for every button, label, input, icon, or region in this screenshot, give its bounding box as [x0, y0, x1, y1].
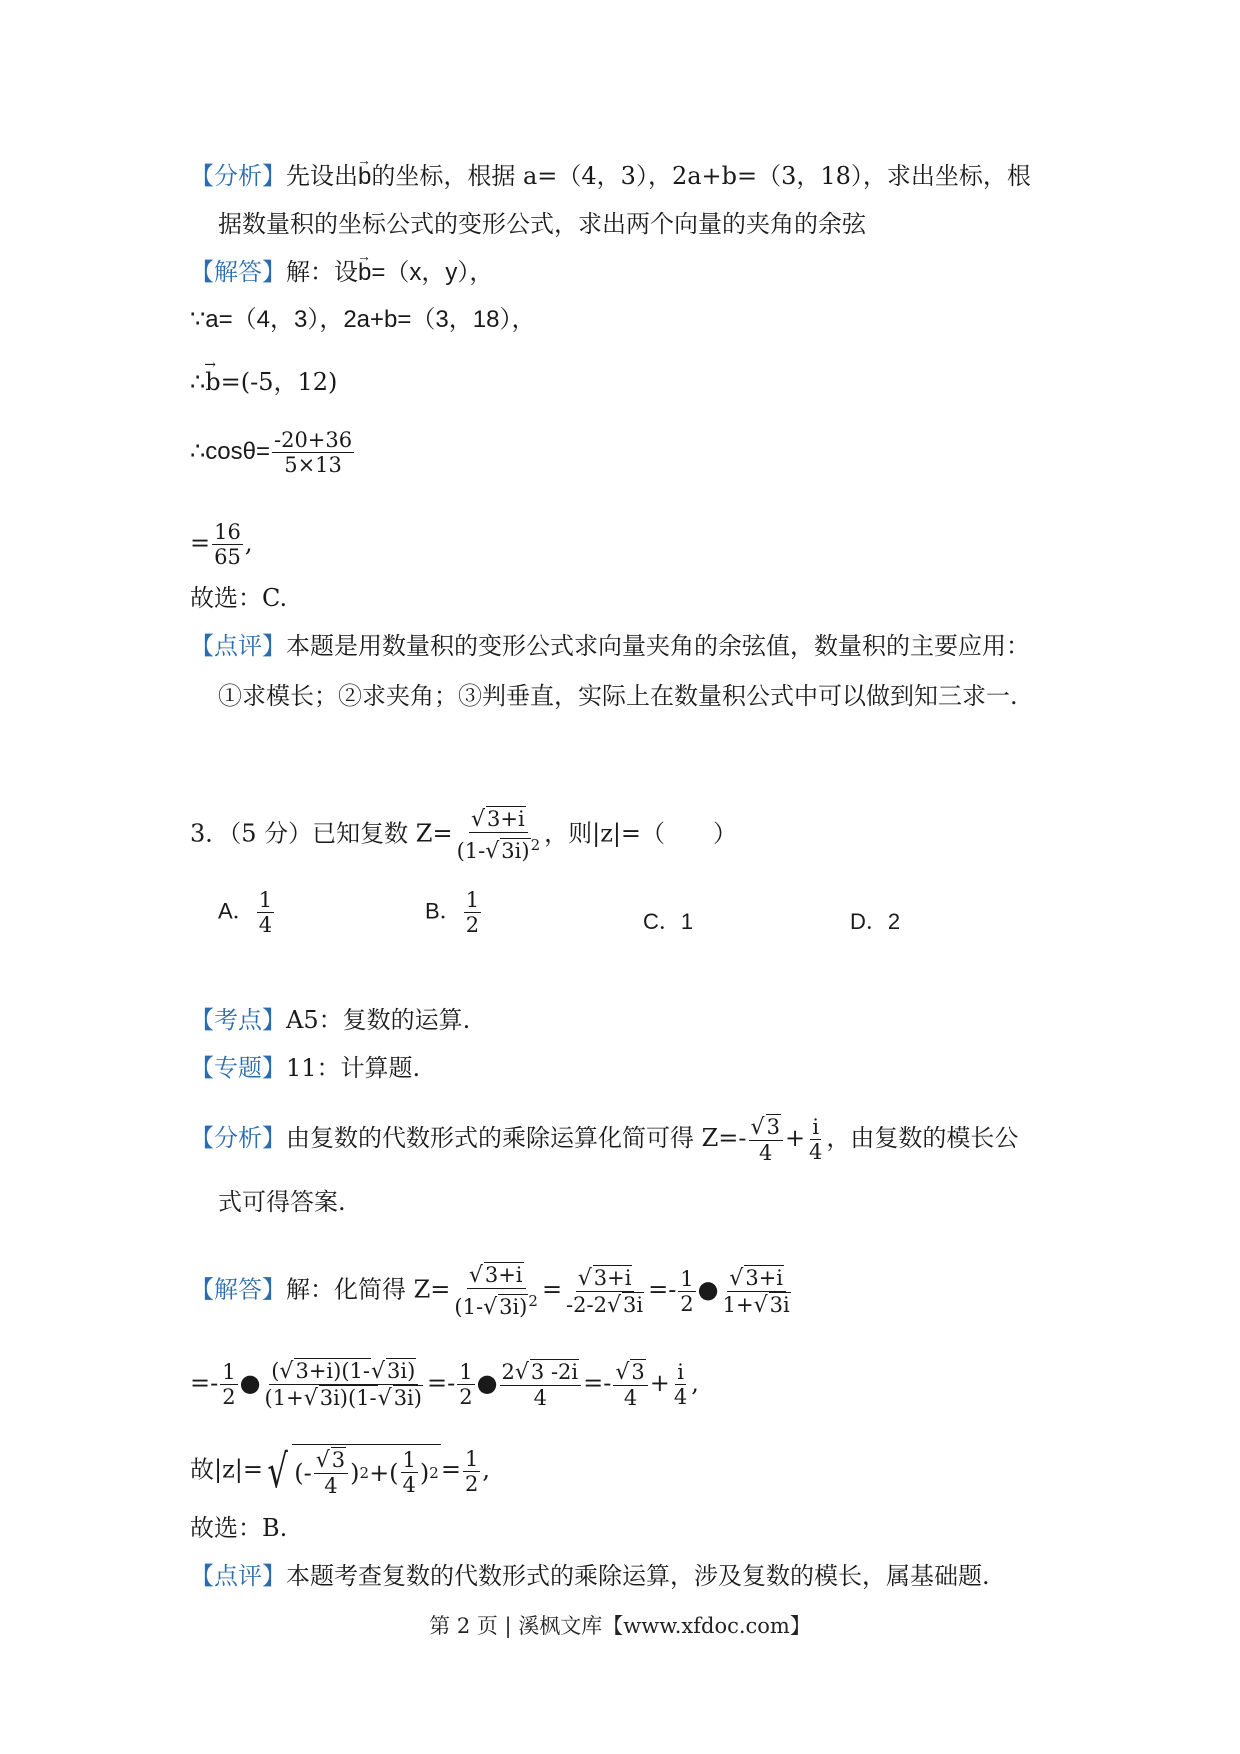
q2-result-line: = $\frac{16}{65}$ , — [190, 520, 253, 569]
q3-analysis-line1: 【分析】由复数的代数形式的乘除运算化简可得 Z=- $\frac{√3}{4}$ + $\frac{i}{4}$ ，由复数的模长公 — [190, 1115, 1019, 1165]
q3-choice: 故选：B. — [190, 1514, 288, 1542]
analysis-tag: 【分析】 — [190, 162, 286, 190]
q2-choice: 故选：C. — [190, 584, 288, 612]
q2-analysis-line2: 据数量积的坐标公式的变形公式，求出两个向量的夹角的余弦 — [218, 210, 866, 238]
q3-comment: 【点评】本题考查复数的代数形式的乘除运算，涉及复数的模长，属基础题. — [190, 1562, 990, 1590]
big-root: √ (- $\frac{√3}{4}$ ) 2 +( $\frac{1}{4}$ ) 2 — [267, 1444, 439, 1498]
q2-comment-line2: ①求模长；②求夹角；③判垂直，实际上在数量积公式中可以做到知三求一. — [218, 682, 1018, 710]
cos-fraction: $\frac{-20+36}{5\times 13}$ — [273, 428, 353, 477]
q3-kaodian: 【考点】A5：复数的运算. — [190, 1006, 471, 1034]
q3-solution-line2: =- $\frac{1}{2}$ ● $\frac{(√3+i)(1-√3i)}{(1+√3i)(1-√3i)}$ =- $\frac{1}{2}$ ● $\frac{2√3 -2i}{4}$ =- $\frac{√3}{4}$ + $\frac{i}{4}$ , — [190, 1359, 699, 1411]
page-footer: 第 2 页 | 溪枫文库【www.xfdoc.com】 — [429, 1614, 811, 1638]
vector-b: → b — [358, 161, 371, 193]
option-c[interactable]: C．1 — [643, 909, 694, 934]
option-a[interactable]: A． $\frac{1}{4}$ — [218, 888, 273, 937]
vector-b: → b — [358, 257, 371, 289]
q2-analysis-line1: 【分析】先设出→ b的坐标，根据 a=（4，3），2a+b=（3，18），求出坐标，根 — [190, 160, 1031, 193]
q2-comment-line1: 【点评】本题是用数量积的变形公式求向量夹角的余弦值，数量积的主要应用： — [190, 632, 1030, 660]
q2-solution-line: 【解答】解：设→ b=（x，y）， — [190, 256, 493, 289]
comment-tag: 【点评】 — [190, 632, 286, 660]
option-d[interactable]: D．2 — [850, 909, 901, 934]
q2-since-line: ∵a=（4，3），2a+b=（3，18）， — [190, 306, 536, 333]
result-fraction: $\frac{16}{65}$ — [214, 520, 241, 569]
q2-b-value-line: ∴→ b=(-5，12) — [190, 366, 337, 398]
q3-stem: 3．（5 分）已知复数 Z= $\frac{√3+i}{(1-√3i)^2}$ ，则|z|=（ ） — [190, 807, 738, 864]
stem-fraction: $\frac{√3+i}{(1-√3i)^2}$ — [456, 807, 541, 864]
solution-tag: 【解答】 — [190, 1275, 286, 1304]
option-b[interactable]: B． $\frac{1}{2}$ — [425, 888, 480, 937]
vector-b: → b — [205, 366, 220, 398]
q3-analysis-line2: 式可得答案. — [218, 1188, 346, 1216]
q3-solution-line1: 【解答】解：化简得 Z= $\frac{√3+i}{(1-√3i)^2}$ = $\frac{√3+i}{-2-2√3i}$ =- $\frac{1}{2}$ ● $\frac{√3+i}{1+√3i}$ — [190, 1263, 790, 1320]
kaodian-tag: 【考点】 — [190, 1006, 286, 1034]
comment-tag: 【点评】 — [190, 1562, 286, 1590]
q3-modulus-line: 故|z|= √ (- $\frac{√3}{4}$ ) 2 +( $\frac{1}{4}$ ) 2 = $\frac{1}{2}$ , — [190, 1444, 490, 1498]
solution-tag: 【解答】 — [190, 258, 286, 286]
analysis-tag: 【分析】 — [190, 1124, 286, 1152]
q2-cos-line: ∴cosθ= $\frac{-20+36}{5\times 13}$ — [190, 428, 353, 477]
q3-zhuanti: 【专题】11：计算题. — [190, 1054, 421, 1082]
zhuanti-tag: 【专题】 — [190, 1054, 286, 1082]
